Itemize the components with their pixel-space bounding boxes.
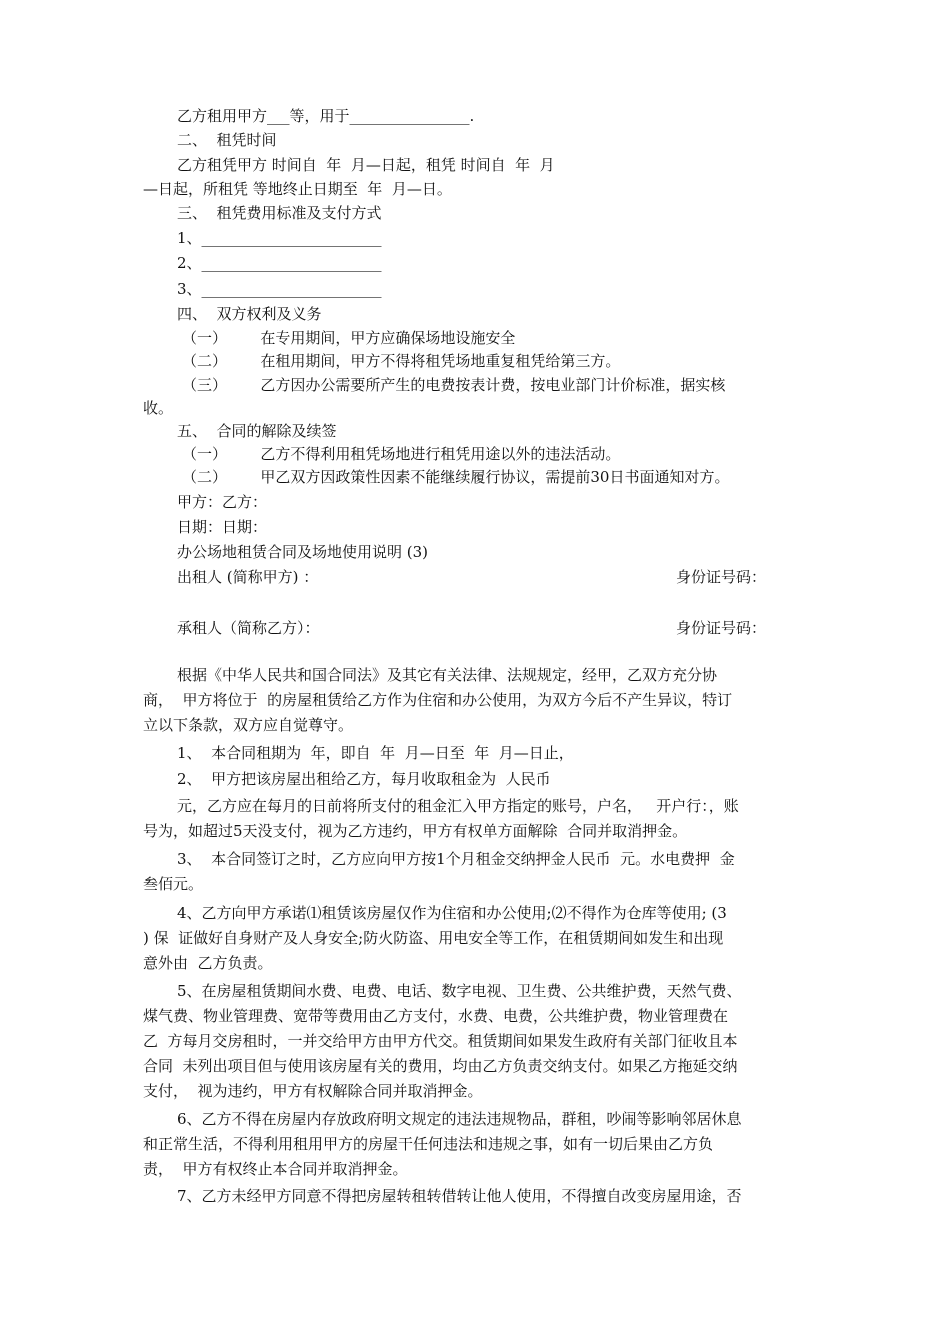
text-line: （二） 甲乙双方因政策性因素不能继续履行协议，需提前30日书面通知对方。 bbox=[182, 468, 730, 486]
clause-line: 1、 本合同租期为 年，即自 年 月—日至 年 月—日止， bbox=[177, 744, 574, 762]
clause-line: 号为，如超过5天没支付，视为乙方违约，甲方有权单方面解除 合同并取消押金。 bbox=[143, 822, 688, 840]
text-line: （一） 在专用期间，甲方应确保场地设施安全 bbox=[182, 329, 516, 347]
text-line: 乙方租用甲方___等，用于________________. bbox=[177, 107, 475, 125]
clause-line: 和正常生活，不得利用租用甲方的房屋干任何违法和违规之事，如有一切后果由乙方负 bbox=[143, 1135, 714, 1153]
clause-line: ) 保 证做好自身财产及人身安全;防火防盗、用电安全等工作，在租赁期间如发生和出现 bbox=[143, 929, 724, 947]
clause-line: 5、在房屋租赁期间水费、电费、电话、数字电视、卫生费、公共维护费，天然气费、 bbox=[177, 982, 742, 1000]
blank-item: 3、________________________ bbox=[177, 280, 382, 298]
blank-item: 2、________________________ bbox=[177, 254, 382, 272]
text-line: （三） 乙方因办公需要所产生的电费按表计费，按电业部门计价标准，据实核 bbox=[182, 376, 726, 394]
text-line: （一） 乙方不得利用租凭场地进行租凭用途以外的违法活动。 bbox=[182, 445, 621, 463]
paragraph-line: 根据《中华人民共和国合同法》及其它有关法律、法规规定，经甲，乙双方充分协 bbox=[177, 666, 718, 684]
clause-line: 合同 未列出项目但与使用该房屋有关的费用，均由乙方负责交纳支付。如果乙方拖延交纳 bbox=[143, 1057, 738, 1075]
lessor-label: 出租人 (简称甲方) ： bbox=[177, 568, 319, 586]
date-line: 日期：日期： bbox=[177, 518, 268, 536]
clause-line: 4、乙方向甲方承诺⑴租赁该房屋仅作为住宿和办公使用;⑵不得作为仓库等使用; (3 bbox=[177, 904, 727, 922]
clause-line: 责， 甲方有权终止本合同并取消押金。 bbox=[143, 1160, 408, 1178]
text-line: 收。 bbox=[143, 399, 174, 417]
clause-line: 7、乙方未经甲方同意不得把房屋转租转借转让他人使用，不得擅自改变房屋用途，否 bbox=[177, 1187, 742, 1205]
clause-line: 元，乙方应在每月的日前将所支付的租金汇入甲方指定的账号，户名， 开户行：，账 bbox=[177, 797, 739, 815]
section-heading: 二、 租凭时间 bbox=[177, 131, 277, 149]
text-line: 乙方租凭甲方 时间自 年 月—日起，租凭 时间自 年 月 bbox=[177, 156, 555, 174]
section-heading: 三、 租凭费用标准及支付方式 bbox=[177, 204, 382, 222]
text-line: —日起，所租凭 等地终止日期至 年 月—日。 bbox=[143, 180, 452, 198]
clause-line: 2、 甲方把该房屋出租给乙方，每月收取租金为 人民币 bbox=[177, 770, 551, 788]
paragraph-line: 立以下条款，双方应自觉尊守。 bbox=[143, 716, 354, 734]
section-heading: 五、 合同的解除及续签 bbox=[177, 422, 337, 440]
clause-line: 叁佰元。 bbox=[143, 875, 204, 893]
clause-line: 3、 本合同签订之时，乙方应向甲方按1个月租金交纳押金人民币 元。水电费押 金 bbox=[177, 850, 735, 868]
signature-line: 甲方：乙方： bbox=[177, 493, 268, 511]
clause-line: 煤气费、物业管理费、宽带等费用由乙方支付，水费、电费，公共维护费，物业管理费在 bbox=[143, 1007, 729, 1025]
lessor-id-label: 身份证号码： bbox=[676, 568, 767, 586]
clause-line: 6、乙方不得在房屋内存放政府明文规定的违法违规物品，群租，吵闹等影响邻居休息 bbox=[177, 1110, 742, 1128]
lessee-label: 承租人（简称乙方）： bbox=[177, 619, 320, 637]
text-line: （二） 在租用期间，甲方不得将租凭场地重复租凭给第三方。 bbox=[182, 352, 621, 370]
clause-line: 意外由 乙方负责。 bbox=[143, 954, 273, 972]
document-title: 办公场地租赁合同及场地使用说明 (3) bbox=[177, 543, 429, 561]
section-heading: 四、 双方权利及义务 bbox=[177, 305, 322, 323]
blank-item: 1、________________________ bbox=[177, 229, 382, 247]
clause-line: 乙 方每月交房租时，一并交给甲方由甲方代交。租赁期间如果发生政府有关部门征收且本 bbox=[143, 1032, 738, 1050]
lessee-id-label: 身份证号码： bbox=[676, 619, 767, 637]
clause-line: 支付， 视为违约，甲方有权解除合同并取消押金。 bbox=[143, 1082, 483, 1100]
paragraph-line: 商， 甲方将位于 的房屋租赁给乙方作为住宿和办公使用，为双方今后不产生异议，特订 bbox=[143, 691, 733, 709]
